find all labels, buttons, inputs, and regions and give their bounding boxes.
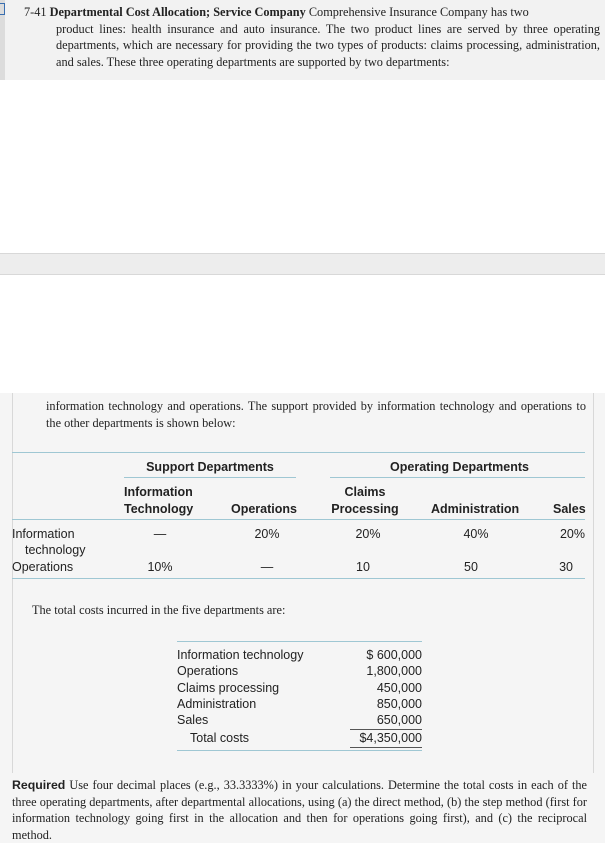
cell-ops-claims: 10	[356, 560, 370, 574]
row-label-it-line2: technology	[25, 543, 86, 557]
support-departments-header: Support Departments	[146, 460, 274, 474]
exercise-bracket-icon	[0, 3, 5, 15]
problem-statement	[24, 4, 600, 70]
cell-it-sales: 20%	[559, 527, 585, 541]
cell-it-operations: 20%	[254, 527, 280, 541]
costs-top-rule	[177, 641, 422, 642]
required-text: Use four decimal places (e.g., 33.3333%) in your calculations. Determine the total costs in each of the three operating departments, after departmental allocations, using (a) the direct method, (b) the step method (first for information technology going first in the allocation and then for operations going first), and (c) the reciprocal method.	[12, 778, 587, 842]
cost-value-administration: 850,000	[376, 697, 422, 711]
col-claims-line1: Claims	[344, 485, 386, 499]
table-bottom-rule	[12, 578, 585, 579]
problem-continuation: information technology and operations. The support provided by information technology and operations to the other departments is shown below:	[46, 399, 586, 430]
page-divider	[0, 253, 605, 275]
cell-ops-administration: 50	[464, 560, 478, 574]
cost-label-sales: Sales	[177, 713, 209, 727]
cell-ops-operations: —	[260, 560, 274, 574]
costs-intro: The total costs incurred in the five departments are:	[32, 603, 286, 617]
cell-ops-sales: 30	[559, 560, 573, 574]
col-it-line1: Information	[124, 485, 193, 499]
cell-it-it: —	[153, 527, 167, 541]
col-administration: Administration	[431, 502, 520, 516]
problem-intro-rest: product lines: health insurance and auto insurance. The two product lines are served by three operating departments, which are necessary for providing the two types of products: claims processing, administration, and sales. These three operating departments are supported by two departments:	[56, 21, 600, 69]
required-label: Required	[12, 778, 66, 792]
problem-number: 7-41	[24, 5, 47, 19]
col-operations: Operations	[231, 502, 297, 516]
col-sales: Sales	[553, 502, 586, 516]
table-top-rule	[12, 452, 585, 453]
row-label-it-line1: Information	[12, 527, 75, 541]
operating-departments-header: Operating Departments	[390, 460, 529, 474]
cost-label-administration: Administration	[177, 697, 257, 711]
column-header-rule	[12, 519, 585, 520]
cell-it-administration: 40%	[463, 527, 489, 541]
cost-value-operations: 1,800,000	[366, 664, 422, 678]
support-header-rule	[124, 477, 296, 478]
cost-label-it: Information technology	[177, 648, 304, 662]
total-double-rule-1	[350, 747, 422, 748]
problem-intro-first: Comprehensive Insurance Company has two	[308, 5, 529, 19]
row-label-operations: Operations	[12, 560, 74, 574]
problem-title: Departmental Cost Allocation; Service Company	[49, 5, 306, 19]
cost-value-it: $ 600,000	[366, 648, 422, 662]
cost-label-claims: Claims processing	[177, 681, 280, 695]
cost-value-sales: 650,000	[376, 713, 422, 727]
cost-label-operations: Operations	[177, 664, 239, 678]
cost-value-claims: 450,000	[376, 681, 422, 695]
content-frame	[12, 393, 594, 773]
col-claims-line2: Processing	[331, 502, 399, 516]
problem-header-block	[0, 0, 605, 80]
total-costs-label: Total costs	[190, 731, 250, 745]
col-it-line2: Technology	[124, 502, 194, 516]
subtotal-rule	[350, 729, 422, 730]
operating-header-rule	[330, 477, 585, 478]
cell-it-claims: 20%	[355, 527, 381, 541]
costs-bottom-rule	[177, 750, 422, 751]
required-instructions	[12, 777, 587, 843]
cell-ops-it: 10%	[147, 560, 173, 574]
total-costs-value: $4,350,000	[359, 731, 422, 745]
